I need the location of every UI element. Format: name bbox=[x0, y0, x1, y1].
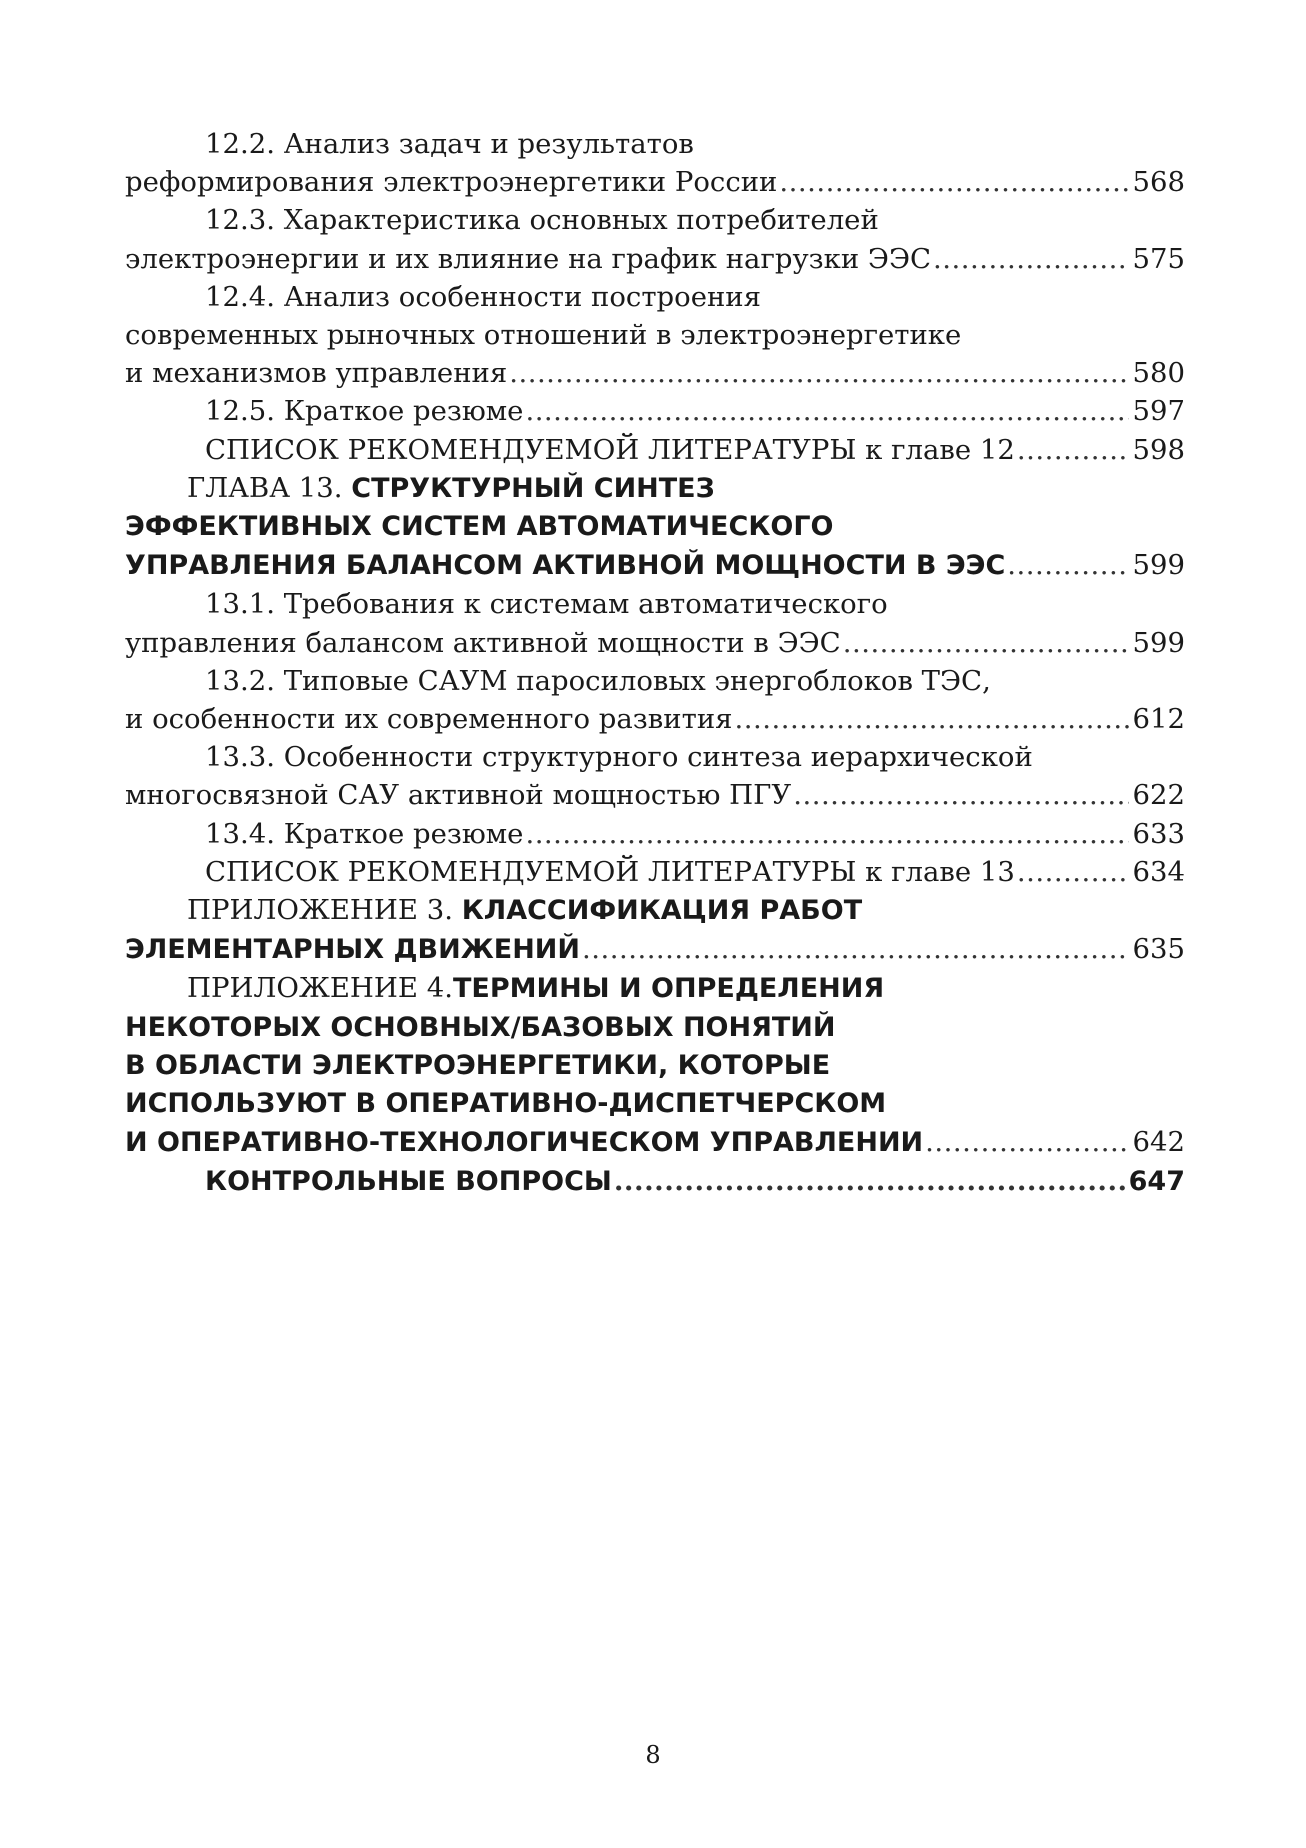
dot-leader bbox=[1017, 853, 1129, 891]
toc-entry-12-4 bbox=[125, 278, 1185, 393]
toc-page-number: 642 bbox=[1132, 1126, 1185, 1159]
toc-entry-title-line: и особенности их современного развития bbox=[125, 703, 733, 736]
toc-entry-title-line: И ОПЕРАТИВНО-ТЕХНОЛОГИЧЕСКОМ УПРАВЛЕНИИ bbox=[125, 1127, 924, 1159]
dot-leader bbox=[614, 1162, 1125, 1200]
toc-entry-12-5 bbox=[125, 392, 1185, 430]
toc-entry-title-line: управления балансом активной мощности в ЭЭС bbox=[125, 626, 841, 659]
dot-leader bbox=[509, 354, 1128, 392]
dot-leader bbox=[843, 624, 1129, 662]
dot-leader bbox=[525, 815, 1128, 853]
dot-leader bbox=[925, 1123, 1128, 1161]
toc-entry-title-line: 12.2. Анализ задач и результатов bbox=[205, 128, 694, 160]
toc-entry-12-3 bbox=[125, 201, 1185, 277]
toc-page-number: 599 bbox=[1132, 549, 1185, 582]
toc-entry-13-2 bbox=[125, 662, 1185, 738]
toc-entry-title-line: современных рыночных отношений в электроэнергетике bbox=[125, 319, 962, 352]
toc-entry-title-line: СПИСОК РЕКОМЕНДУЕМОЙ ЛИТЕРАТУРЫ к главе 12 bbox=[205, 433, 1015, 466]
dot-leader bbox=[1017, 431, 1129, 469]
toc-page-number: 599 bbox=[1132, 626, 1185, 659]
toc-entry-references-12 bbox=[125, 431, 1185, 469]
toc-page-number: 622 bbox=[1132, 779, 1185, 812]
page-number: 8 bbox=[645, 1741, 661, 1769]
toc-entry-title-line: УПРАВЛЕНИЯ БАЛАНСОМ АКТИВНОЙ МОЩНОСТИ В ЭЭС bbox=[125, 550, 1006, 582]
toc-entry-chapter-13 bbox=[125, 469, 1185, 586]
toc-entry-12-2 bbox=[125, 125, 1185, 201]
toc-page-number: 634 bbox=[1132, 855, 1185, 888]
toc-page-number: 568 bbox=[1132, 166, 1185, 199]
toc-entry-title-line: многосвязной САУ активной мощностью ПГУ bbox=[125, 779, 792, 812]
toc-entry-title-line: 13.3. Особенности структурного синтеза иерархической bbox=[205, 741, 1033, 774]
toc-page-number: 633 bbox=[1132, 817, 1185, 850]
toc-page-number: 647 bbox=[1128, 1166, 1185, 1198]
toc-entry-title-line: 13.1. Требования к системам автоматического bbox=[205, 588, 888, 621]
toc-entry-title-line: СПИСОК РЕКОМЕНДУЕМОЙ ЛИТЕРАТУРЫ к главе 13 bbox=[205, 855, 1015, 888]
toc-entry-appendix-3 bbox=[125, 891, 1185, 969]
toc-entry-title-line: 12.3. Характеристика основных потребителей bbox=[205, 204, 879, 237]
toc-entry-13-4 bbox=[125, 815, 1185, 853]
toc-entry-title-line: ИСПОЛЬЗУЮТ В ОПЕРАТИВНО-ДИСПЕТЧЕРСКОМ bbox=[125, 1088, 887, 1120]
dot-leader bbox=[735, 700, 1129, 738]
toc-entry-prefix: ГЛАВА 13. bbox=[187, 471, 352, 504]
dot-leader bbox=[525, 392, 1128, 430]
toc-page-number: 612 bbox=[1132, 703, 1185, 736]
toc-entry-title-line: реформирования электроэнергетики России bbox=[125, 166, 778, 199]
toc-page-number: 635 bbox=[1132, 933, 1185, 966]
toc-entry-title-line: электроэнергии и их влияние на график нагрузки ЭЭС bbox=[125, 242, 932, 275]
toc-entry-review-questions bbox=[125, 1162, 1185, 1201]
toc-page-number: 580 bbox=[1132, 357, 1185, 390]
toc-entry-title-line: ЭЛЕМЕНТАРНЫХ ДВИЖЕНИЙ bbox=[125, 934, 580, 966]
toc-entry-title-line: КЛАССИФИКАЦИЯ РАБОТ bbox=[461, 895, 863, 927]
toc-entry-title-line: 12.5. Краткое резюме bbox=[205, 395, 524, 428]
toc-entry-title-line: 13.2. Типовые САУМ паросиловых энергоблоков ТЭС, bbox=[205, 664, 991, 697]
toc-entry-references-13 bbox=[125, 853, 1185, 891]
toc-entry-title-line: 12.4. Анализ особенности построения bbox=[205, 280, 761, 313]
toc-entry-appendix-4 bbox=[125, 969, 1185, 1162]
toc-page-number: 597 bbox=[1132, 395, 1185, 428]
dot-leader bbox=[933, 240, 1128, 278]
toc-page-number: 598 bbox=[1132, 433, 1185, 466]
dot-leader bbox=[779, 163, 1128, 201]
toc-entry-title-line: СТРУКТУРНЫЙ СИНТЕЗ bbox=[351, 472, 715, 504]
toc-entry-prefix: ПРИЛОЖЕНИЕ 3. bbox=[187, 894, 462, 927]
toc-entry-prefix: ПРИЛОЖЕНИЕ 4. bbox=[187, 972, 453, 1005]
toc-entry-title-line: и механизмов управления bbox=[125, 357, 508, 390]
dot-leader bbox=[793, 776, 1128, 814]
toc-entry-title-line: НЕКОТОРЫХ ОСНОВНЫХ/БАЗОВЫХ ПОНЯТИЙ bbox=[125, 1011, 836, 1043]
toc-entry-title-line: В ОБЛАСТИ ЭЛЕКТРОЭНЕРГЕТИКИ, КОТОРЫЕ bbox=[125, 1049, 831, 1081]
table-of-contents bbox=[125, 125, 1185, 1202]
toc-entry-title-line: 13.4. Краткое резюме bbox=[205, 817, 524, 850]
toc-entry-title-line: КОНТРОЛЬНЫЕ ВОПРОСЫ bbox=[205, 1166, 612, 1198]
toc-entry-13-1 bbox=[125, 585, 1185, 661]
toc-entry-13-3 bbox=[125, 738, 1185, 814]
toc-entry-title-line: ЭФФЕКТИВНЫХ СИСТЕМ АВТОМАТИЧЕСКОГО bbox=[125, 511, 834, 543]
toc-page-number: 575 bbox=[1132, 242, 1185, 275]
toc-entry-title-line: ТЕРМИНЫ И ОПРЕДЕЛЕНИЯ bbox=[452, 973, 885, 1005]
dot-leader bbox=[1007, 546, 1128, 584]
dot-leader bbox=[582, 930, 1129, 968]
